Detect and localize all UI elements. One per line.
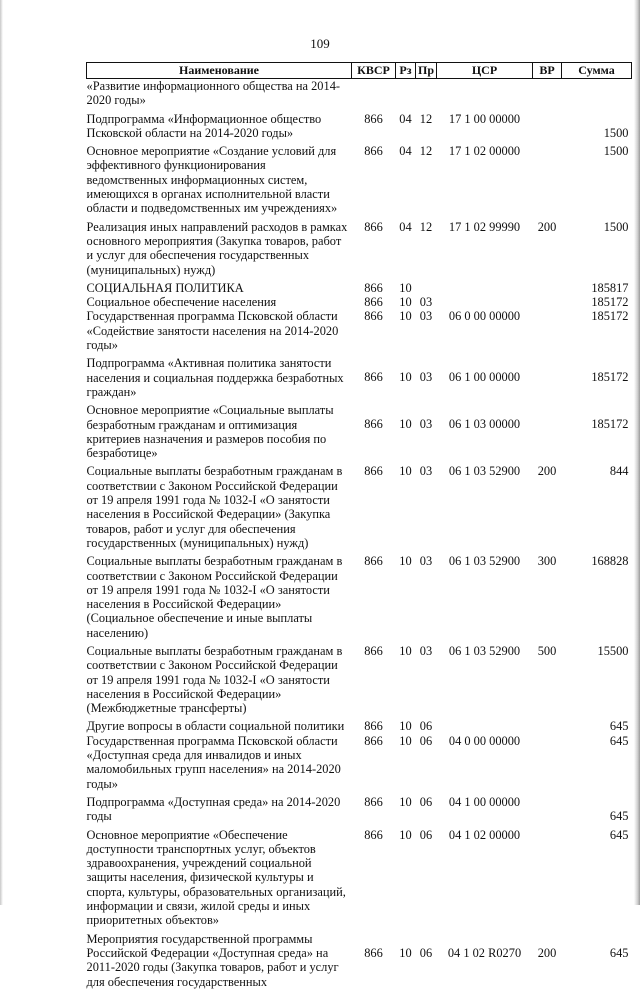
row-csr: 17 1 00 00000 bbox=[448, 111, 521, 126]
row-pr: 06 bbox=[419, 827, 433, 842]
row-vr bbox=[533, 309, 562, 356]
table-row bbox=[87, 281, 632, 295]
row-sum: 185817 bbox=[591, 280, 629, 295]
row-rz: 10 bbox=[399, 827, 412, 842]
row-vr: 200 bbox=[537, 945, 557, 960]
row-sum: 645 bbox=[609, 733, 629, 748]
row-vr bbox=[533, 719, 562, 733]
row-vr bbox=[533, 356, 562, 403]
row-vr bbox=[533, 295, 562, 309]
row-rz: 04 bbox=[399, 219, 412, 234]
row-rz: 10 bbox=[399, 945, 412, 960]
scan-edge-right bbox=[634, 0, 640, 905]
header-pr: Пр bbox=[416, 63, 437, 79]
row-kvsr: 866 bbox=[364, 827, 383, 842]
table-row bbox=[87, 309, 632, 356]
table-row bbox=[87, 220, 632, 281]
row-name: Государственная программа Псковской области «Доступная среда для инвалидов и иных маломобильных групп населения» на 2014-2020 годы» bbox=[86, 733, 341, 791]
row-rz: 10 bbox=[399, 280, 412, 295]
row-pr: 12 bbox=[419, 144, 433, 159]
row-name: Подпрограмма «Доступная среда» на 2014-2020 годы bbox=[86, 794, 341, 824]
row-name: Социальные выплаты безработным гражданам в соответствии с Законом Российской Федерации от 19 апреля 1991 года № 1032-I «О занятости населения в Российской Федерации» (Социальное обеспечение и иные выплаты населению) bbox=[86, 554, 343, 640]
row-name: Реализация иных направлений расходов в рамках основного мероприятия (Закупка товаров, работ и услуг для обеспечения государственных (муниципальных) нужд) bbox=[86, 219, 348, 277]
row-name: Социальные выплаты безработным гражданам в соответствии с Законом Российской Федерации от 19 апреля 1991 года № 1032-I «О занятости населения в Российской Федерации» (Закупка товаров, работ и услуг для обеспечения государственных (муниципальных) нужд) bbox=[86, 464, 343, 550]
row-name: Мероприятия государственной программы Российской Федерации «Доступная среда» на 2011-2020 годы (Закупка товаров, работ и услуг для обеспечения государственных bbox=[86, 931, 339, 989]
table-row bbox=[87, 356, 632, 403]
row-csr: 06 1 03 00000 bbox=[448, 417, 521, 432]
row-vr: 500 bbox=[537, 643, 557, 658]
row-csr: 04 1 02 R0270 bbox=[447, 945, 522, 960]
row-sum: 1500 bbox=[603, 144, 629, 159]
row-kvsr: 866 bbox=[364, 643, 383, 658]
row-vr bbox=[533, 828, 562, 932]
table-row bbox=[87, 144, 632, 219]
row-csr bbox=[437, 295, 533, 309]
row-sum: 645 bbox=[609, 827, 629, 842]
table-row bbox=[87, 112, 632, 145]
row-rz: 10 bbox=[399, 464, 412, 479]
row-pr: 03 bbox=[419, 464, 433, 479]
row-sum bbox=[562, 79, 632, 112]
row-rz: 04 bbox=[399, 144, 412, 159]
header-sum: Сумма bbox=[562, 63, 632, 79]
row-pr bbox=[416, 79, 437, 112]
row-rz: 10 bbox=[399, 733, 412, 748]
row-csr: 06 0 00 00000 bbox=[448, 309, 521, 324]
row-csr: 06 1 03 52900 bbox=[448, 464, 521, 479]
row-csr: 04 1 00 00000 bbox=[448, 794, 521, 809]
row-rz: 10 bbox=[399, 370, 412, 385]
header-name: Наименование bbox=[87, 63, 352, 79]
row-vr bbox=[533, 144, 562, 219]
row-csr: 06 1 03 52900 bbox=[448, 643, 521, 658]
row-sum: 645 bbox=[609, 808, 629, 823]
row-vr: 300 bbox=[537, 554, 557, 569]
row-sum: 168828 bbox=[591, 554, 629, 569]
row-kvsr: 866 bbox=[364, 733, 383, 748]
row-name: Подпрограмма «Информационное общество Псковской области на 2014-2020 годы» bbox=[86, 111, 322, 140]
row-sum: 185172 bbox=[591, 370, 629, 385]
row-rz: 10 bbox=[399, 417, 412, 432]
row-kvsr: 866 bbox=[364, 219, 383, 234]
row-csr: 06 1 00 00000 bbox=[448, 370, 521, 385]
header-vr: ВР bbox=[533, 63, 562, 79]
row-csr: 04 1 02 00000 bbox=[448, 827, 521, 842]
table-row bbox=[87, 403, 632, 464]
row-kvsr: 866 bbox=[364, 464, 383, 479]
row-kvsr: 866 bbox=[364, 719, 383, 734]
table-header-row bbox=[87, 63, 632, 79]
row-vr bbox=[533, 112, 562, 145]
row-csr bbox=[437, 719, 533, 733]
row-sum: 185172 bbox=[591, 309, 629, 324]
header-rz: Рз bbox=[396, 63, 416, 79]
table-row bbox=[87, 734, 632, 795]
table-row bbox=[87, 719, 632, 733]
scan-edge-left bbox=[0, 0, 3, 905]
row-csr bbox=[437, 79, 533, 112]
row-pr: 12 bbox=[419, 111, 433, 126]
row-pr: 06 bbox=[419, 719, 433, 734]
table-row bbox=[87, 932, 632, 989]
row-sum: 15500 bbox=[597, 643, 629, 658]
row-name: Другие вопросы в области социальной политики bbox=[86, 719, 345, 734]
row-name: Социальные выплаты безработным гражданам в соответствии с Законом Российской Федерации от 19 апреля 1991 года № 1032-I «О занятости населения в Российской Федерации» (Межбюджетные трансферты) bbox=[86, 643, 343, 716]
row-kvsr: 866 bbox=[364, 280, 383, 295]
header-kvsr: КВСР bbox=[352, 63, 396, 79]
row-kvsr: 866 bbox=[364, 295, 383, 310]
budget-table bbox=[86, 62, 632, 989]
row-name: Государственная программа Псковской области «Содействие занятости населения на 2014-2020 годы» bbox=[86, 309, 339, 353]
row-rz: 10 bbox=[399, 554, 412, 569]
row-sum: 645 bbox=[609, 719, 629, 734]
row-sum: 1500 bbox=[603, 125, 629, 140]
table-row bbox=[87, 79, 632, 112]
row-rz bbox=[396, 79, 416, 112]
row-sum: 645 bbox=[609, 945, 629, 960]
row-kvsr bbox=[352, 79, 396, 112]
row-csr bbox=[437, 281, 533, 295]
row-rz: 10 bbox=[399, 295, 412, 310]
row-kvsr: 866 bbox=[364, 417, 383, 432]
row-rz: 10 bbox=[399, 309, 412, 324]
row-pr bbox=[416, 281, 437, 295]
row-pr: 03 bbox=[419, 417, 433, 432]
table-row bbox=[87, 295, 632, 309]
row-rz: 10 bbox=[399, 794, 412, 809]
row-vr bbox=[533, 403, 562, 464]
row-csr: 06 1 03 52900 bbox=[448, 554, 521, 569]
row-name: Подпрограмма «Активная политика занятости населения и социальная поддержка безработных граждан» bbox=[86, 356, 344, 399]
row-vr bbox=[533, 734, 562, 795]
row-vr: 200 bbox=[537, 464, 557, 479]
row-kvsr: 866 bbox=[364, 554, 383, 569]
row-kvsr: 866 bbox=[364, 794, 383, 809]
row-kvsr: 866 bbox=[364, 144, 383, 159]
page-number: 109 bbox=[310, 36, 330, 51]
row-kvsr: 866 bbox=[364, 309, 383, 324]
row-vr: 200 bbox=[537, 219, 557, 234]
row-pr: 12 bbox=[419, 219, 433, 234]
table-row bbox=[87, 554, 632, 644]
row-kvsr: 866 bbox=[364, 111, 383, 126]
row-sum: 1500 bbox=[603, 219, 629, 234]
row-pr: 06 bbox=[419, 733, 433, 748]
row-sum: 185172 bbox=[591, 295, 629, 310]
row-pr: 06 bbox=[419, 945, 433, 960]
row-pr: 03 bbox=[419, 295, 433, 310]
row-name: СОЦИАЛЬНАЯ ПОЛИТИКА bbox=[86, 280, 244, 295]
table-row bbox=[87, 828, 632, 932]
row-pr: 03 bbox=[419, 370, 433, 385]
row-kvsr: 866 bbox=[364, 370, 383, 385]
row-kvsr: 866 bbox=[364, 945, 383, 960]
row-vr bbox=[533, 281, 562, 295]
row-sum: 844 bbox=[609, 464, 629, 479]
row-pr: 06 bbox=[419, 794, 433, 809]
row-pr: 03 bbox=[419, 309, 433, 324]
table-row bbox=[87, 795, 632, 828]
row-rz: 10 bbox=[399, 643, 412, 658]
row-rz: 10 bbox=[399, 719, 412, 734]
row-name: Социальное обеспечение населения bbox=[86, 295, 277, 310]
table-row bbox=[87, 464, 632, 554]
row-name: Основное мероприятие «Создание условий для эффективного функционирования ведомственных информационных систем, имеющихся в органах исполнительной власти области и подведомственных им учреждениях» bbox=[86, 144, 338, 216]
row-pr: 03 bbox=[419, 554, 433, 569]
row-name: Основное мероприятие «Обеспечение доступности транспортных услуг, объектов здравоохранения, учреждений социальной защиты населения, физической культуры и спорта, культуры, образовательных организаций, информации и связи, жилой среды и иных приоритетных объектов» bbox=[86, 827, 346, 928]
row-csr: 17 1 02 00000 bbox=[448, 144, 521, 159]
row-vr bbox=[533, 79, 562, 112]
row-csr: 17 1 02 99990 bbox=[448, 219, 521, 234]
row-name: «Развитие информационного общества на 2014-2020 годы» bbox=[86, 79, 341, 108]
row-name: Основное мероприятие «Социальные выплаты безработным гражданам и оптимизация критериев назначения и размеров пособия по безработице» bbox=[86, 403, 334, 461]
row-pr: 03 bbox=[419, 643, 433, 658]
row-vr bbox=[533, 795, 562, 828]
row-csr: 04 0 00 00000 bbox=[448, 733, 521, 748]
row-rz: 04 bbox=[399, 111, 412, 126]
row-sum: 185172 bbox=[591, 417, 629, 432]
header-csr: ЦСР bbox=[437, 63, 533, 79]
table-row bbox=[87, 644, 632, 719]
